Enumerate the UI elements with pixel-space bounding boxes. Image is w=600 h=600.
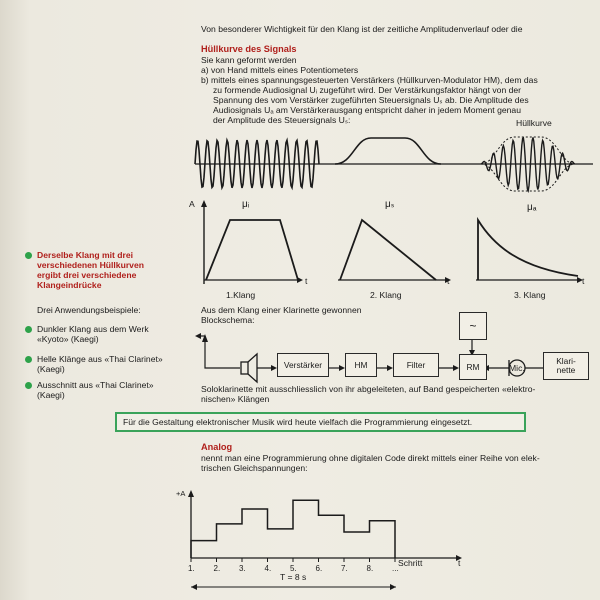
step-tick-label: 4. bbox=[264, 564, 272, 573]
green-bullet bbox=[25, 326, 32, 333]
side-highlight-line: ergibt drei verschiedene bbox=[37, 270, 137, 280]
mic-label: Mic. bbox=[509, 363, 525, 373]
envelope-decay bbox=[478, 220, 578, 280]
intro-text: Von besonderer Wichtigkeit für den Klang ist der zeitliche Amplitudenverlauf oder die bbox=[201, 24, 523, 34]
example-2-line: Helle Klänge aus «Thai Clarinet» bbox=[37, 354, 163, 364]
step-tick-label: 8. bbox=[366, 564, 374, 573]
filter-box: Filter bbox=[393, 353, 439, 377]
body-line: trischen Gleichspannungen: bbox=[201, 463, 308, 473]
body-line: zu formende Audiosignal Uᵢ zugeführt wird. Der Verstärkungsfaktor hängt von der bbox=[213, 85, 522, 95]
label-mu-a: μₐ bbox=[527, 202, 537, 213]
block-schema-caption: Soloklarinette mit ausschliesslich von ihr abgeleiteten, auf Band gespeicherten «elektro- bbox=[201, 384, 536, 394]
block-schema-wires bbox=[195, 310, 595, 390]
klarinette-label: Klari- bbox=[556, 356, 576, 366]
t-label-2: t bbox=[447, 276, 450, 286]
caption-klang-3: 3. Klang bbox=[514, 290, 546, 300]
speaker-body bbox=[241, 362, 248, 374]
block-schema-intro: Blockschema: bbox=[201, 315, 255, 325]
a-axis-arrow bbox=[201, 200, 207, 207]
step-tick-label: 6. bbox=[315, 564, 323, 573]
rm-box: RM bbox=[459, 354, 487, 380]
envelope-triangle bbox=[340, 220, 436, 280]
example-1-line: Dunkler Klang aus dem Werk bbox=[37, 324, 149, 334]
body-line: Spannung des vom Verstärker zugeführten Steuersignals Uₛ ab. Die Amplitude des bbox=[213, 95, 529, 105]
side-highlight-line: Derselbe Klang mit drei bbox=[37, 250, 133, 260]
example-3-line: Ausschnitt aus «Thai Clarinet» bbox=[37, 380, 154, 390]
body-line: b) mittels eines spannungsgesteuerten Verstärkers (Hüllkurven-Modulator HM), dem das bbox=[201, 75, 538, 85]
envelope-label: Hüllkurve bbox=[516, 118, 552, 128]
step-tick-label: 7. bbox=[341, 564, 348, 573]
step-chart bbox=[188, 486, 468, 594]
speaker-cone bbox=[248, 354, 257, 382]
body-line: der Amplitude des Steuersignals Uₛ: bbox=[213, 115, 351, 125]
step-period-label: T = 8 s bbox=[280, 572, 307, 582]
output-arrow bbox=[202, 334, 208, 342]
axis-a-label: A bbox=[189, 199, 195, 209]
hm-box: HM bbox=[345, 353, 377, 377]
block-schema-intro: Aus dem Klang einer Klarinette gewonnen bbox=[201, 305, 362, 315]
period-arrow-left bbox=[191, 584, 197, 590]
example-1-line: «Kyoto» (Kaegi) bbox=[37, 334, 99, 344]
section-heading-analog: Analog bbox=[201, 442, 233, 452]
t-label-1: t bbox=[305, 276, 308, 286]
green-bullet bbox=[25, 356, 32, 363]
verstaerker-box: Verstärker bbox=[277, 353, 329, 377]
body-line: nennt man eine Programmierung ohne digitalen Code direkt mittels einer Reihe von elek- bbox=[201, 453, 540, 463]
step-t-label: t bbox=[458, 558, 461, 568]
caption-klang-1: 1.Klang bbox=[226, 290, 256, 300]
body-line: Audiosignals Uₐ am Verstärkerausgang entspricht daher in jedem Moment genau bbox=[213, 105, 521, 115]
green-bullet bbox=[25, 382, 32, 389]
example-2-line: (Kaegi) bbox=[37, 364, 65, 374]
wave-diagram bbox=[195, 128, 595, 193]
label-mu-i: μᵢ bbox=[242, 199, 250, 210]
step-sequence-line bbox=[191, 500, 395, 558]
section-heading-huellkurve: Hüllkurve des Signals bbox=[201, 44, 297, 54]
t-label-3: t bbox=[582, 276, 585, 286]
step-x-label: Schritt bbox=[398, 558, 423, 568]
step-axis-label: +A bbox=[176, 489, 186, 498]
klarinette-label: nette bbox=[556, 365, 576, 375]
examples-heading: Drei Anwendungsbeispiele: bbox=[37, 305, 141, 315]
envelope-trapezoid bbox=[206, 220, 298, 280]
programming-callout: Für die Gestaltung elektronischer Musik wird heute vielfach die Programmierung eingesetzt. bbox=[115, 412, 526, 432]
wave-control-envelope bbox=[335, 138, 441, 164]
side-highlight-line: verschiedenen Hüllkurven bbox=[37, 260, 144, 270]
label-mu-s: μₛ bbox=[385, 199, 395, 210]
step-tick-label: 1. bbox=[188, 564, 195, 573]
output-arrow-left bbox=[195, 333, 201, 339]
output-wire bbox=[205, 336, 240, 368]
klarinette-box bbox=[543, 352, 589, 380]
body-line: a) von Hand mittels eines Potentiometers bbox=[201, 65, 359, 75]
side-highlight-line: Klangeindrücke bbox=[37, 280, 102, 290]
step-y-axis-arrow bbox=[188, 490, 194, 497]
step-tick-label: 3. bbox=[239, 564, 246, 573]
step-tick-label: 5. bbox=[290, 564, 297, 573]
step-tick-label: 2. bbox=[213, 564, 221, 573]
period-arrow-right bbox=[390, 584, 396, 590]
block-schema-caption: nischen» Klängen bbox=[201, 394, 270, 404]
green-bullet bbox=[25, 252, 32, 259]
example-3-line: (Kaegi) bbox=[37, 390, 65, 400]
step-tick-label: ... bbox=[392, 564, 399, 573]
body-line: Sie kann geformt werden bbox=[201, 55, 297, 65]
caption-klang-2: 2. Klang bbox=[370, 290, 402, 300]
oscillator-box: ~ bbox=[459, 312, 487, 340]
